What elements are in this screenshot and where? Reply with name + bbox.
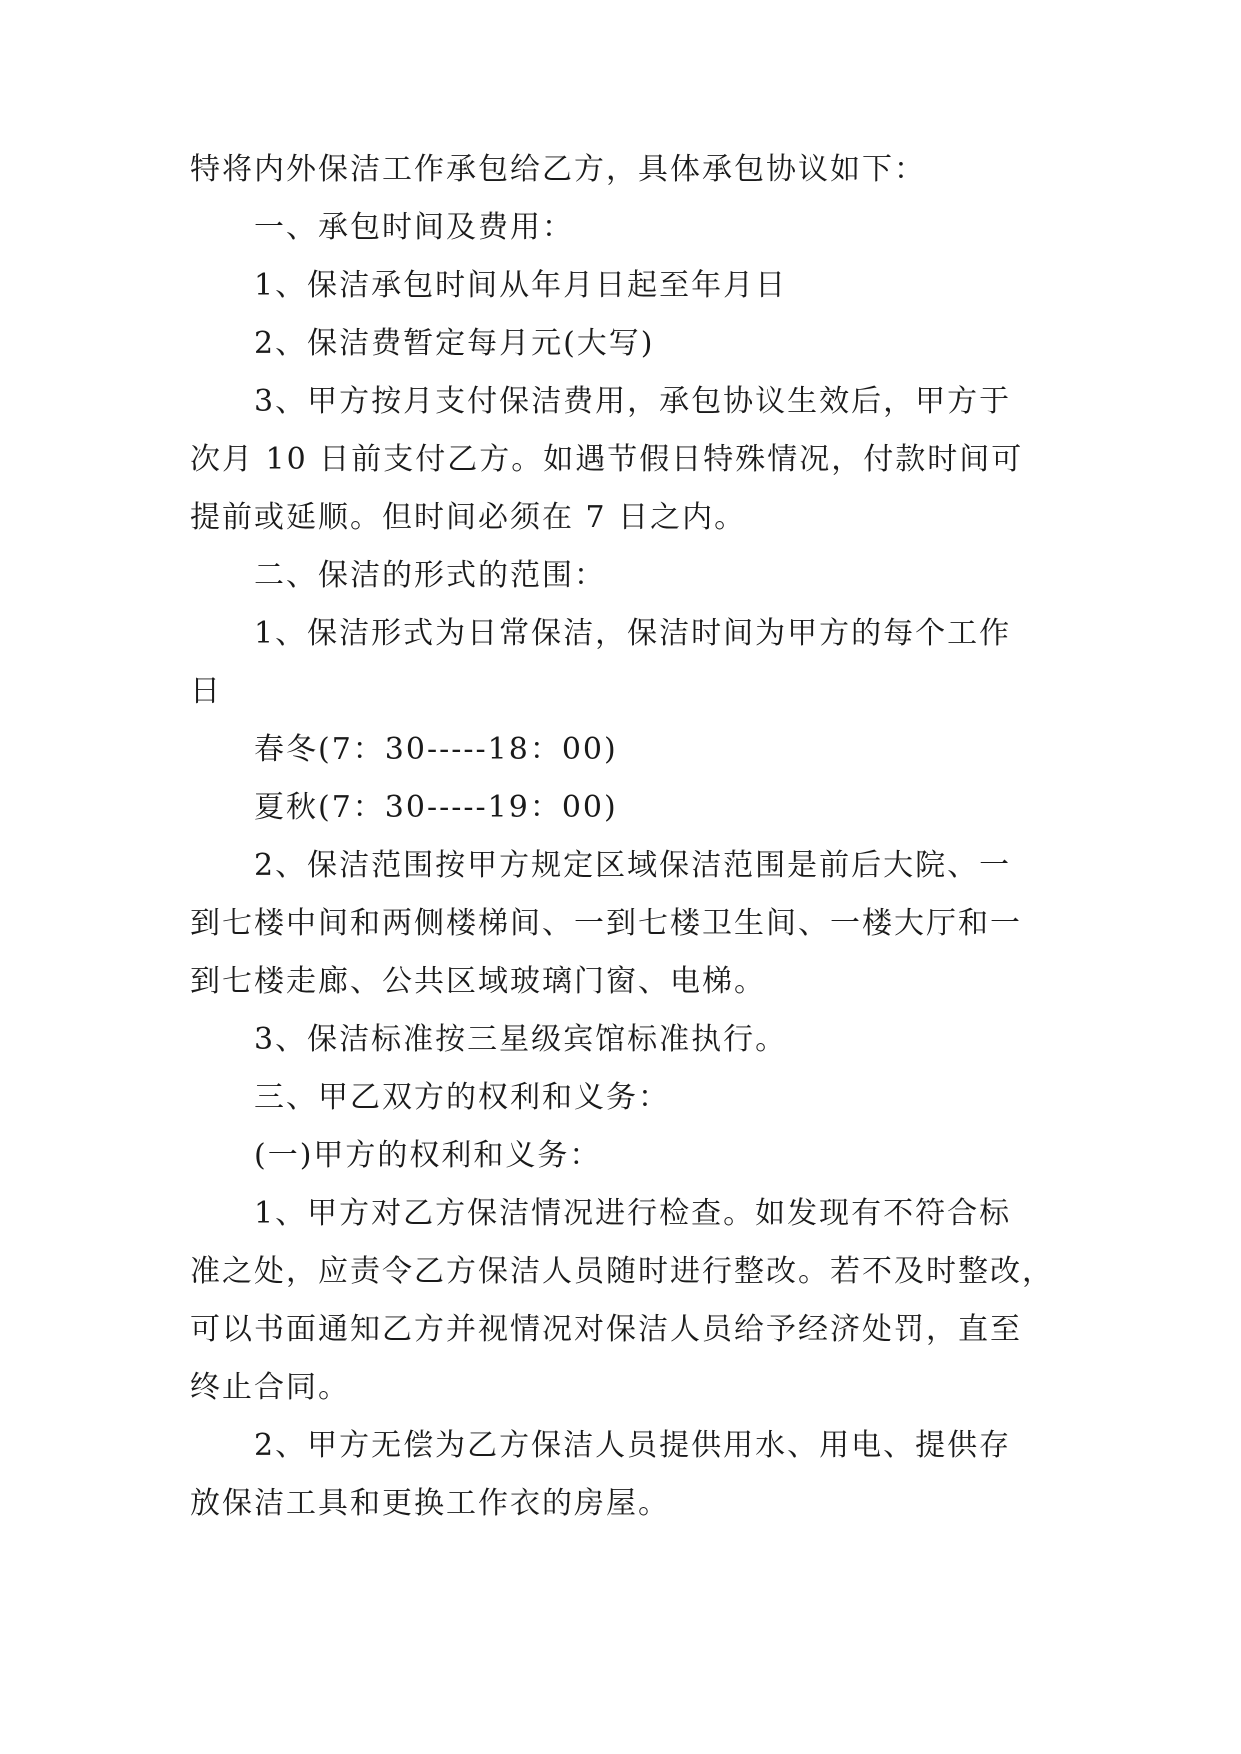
text-line: 准之处，应责令乙方保洁人员随时进行整改。若不及时整改，	[190, 1254, 1054, 1289]
section-heading: 二、保洁的形式的范围：	[254, 558, 606, 593]
text-line: 1、保洁承包时间从年月日起至年月日	[254, 268, 788, 303]
text-line: 2、甲方无偿为乙方保洁人员提供用水、用电、提供存	[254, 1428, 1012, 1463]
text-line: 3、保洁标准按三星级宾馆标准执行。	[254, 1022, 788, 1057]
text-line: 1、甲方对乙方保洁情况进行检查。如发现有不符合标	[254, 1196, 1012, 1231]
subsection-heading: (一)甲方的权利和义务：	[254, 1138, 602, 1173]
text-line: 次月 10 日前支付乙方。如遇节假日特殊情况，付款时间可	[190, 442, 1024, 477]
schedule-line: 夏秋(7：30-----19：00)	[254, 790, 618, 825]
text-line: 3、甲方按月支付保洁费用，承包协议生效后，甲方于	[254, 384, 1012, 419]
text-line: 放保洁工具和更换工作衣的房屋。	[190, 1486, 670, 1521]
text-line: 日	[190, 674, 222, 709]
text-line: 提前或延顺。但时间必须在 7 日之内。	[190, 500, 747, 535]
text-line: 终止合同。	[190, 1370, 350, 1405]
text-line: 到七楼中间和两侧楼梯间、一到七楼卫生间、一楼大厅和一	[190, 906, 1022, 941]
section-heading: 三、甲乙双方的权利和义务：	[254, 1080, 670, 1115]
text-line: 可以书面通知乙方并视情况对保洁人员给予经济处罚，直至	[190, 1312, 1022, 1347]
text-line: 特将内外保洁工作承包给乙方，具体承包协议如下：	[190, 152, 926, 187]
text-line: 到七楼走廊、公共区域玻璃门窗、电梯。	[190, 964, 766, 999]
text-line: 2、保洁费暂定每月元(大写)	[254, 326, 655, 361]
text-line: 1、保洁形式为日常保洁，保洁时间为甲方的每个工作	[254, 616, 1012, 651]
section-heading: 一、承包时间及费用：	[254, 210, 574, 245]
text-line: 2、保洁范围按甲方规定区域保洁范围是前后大院、一	[254, 848, 1012, 883]
schedule-line: 春冬(7：30-----18：00)	[254, 732, 618, 767]
